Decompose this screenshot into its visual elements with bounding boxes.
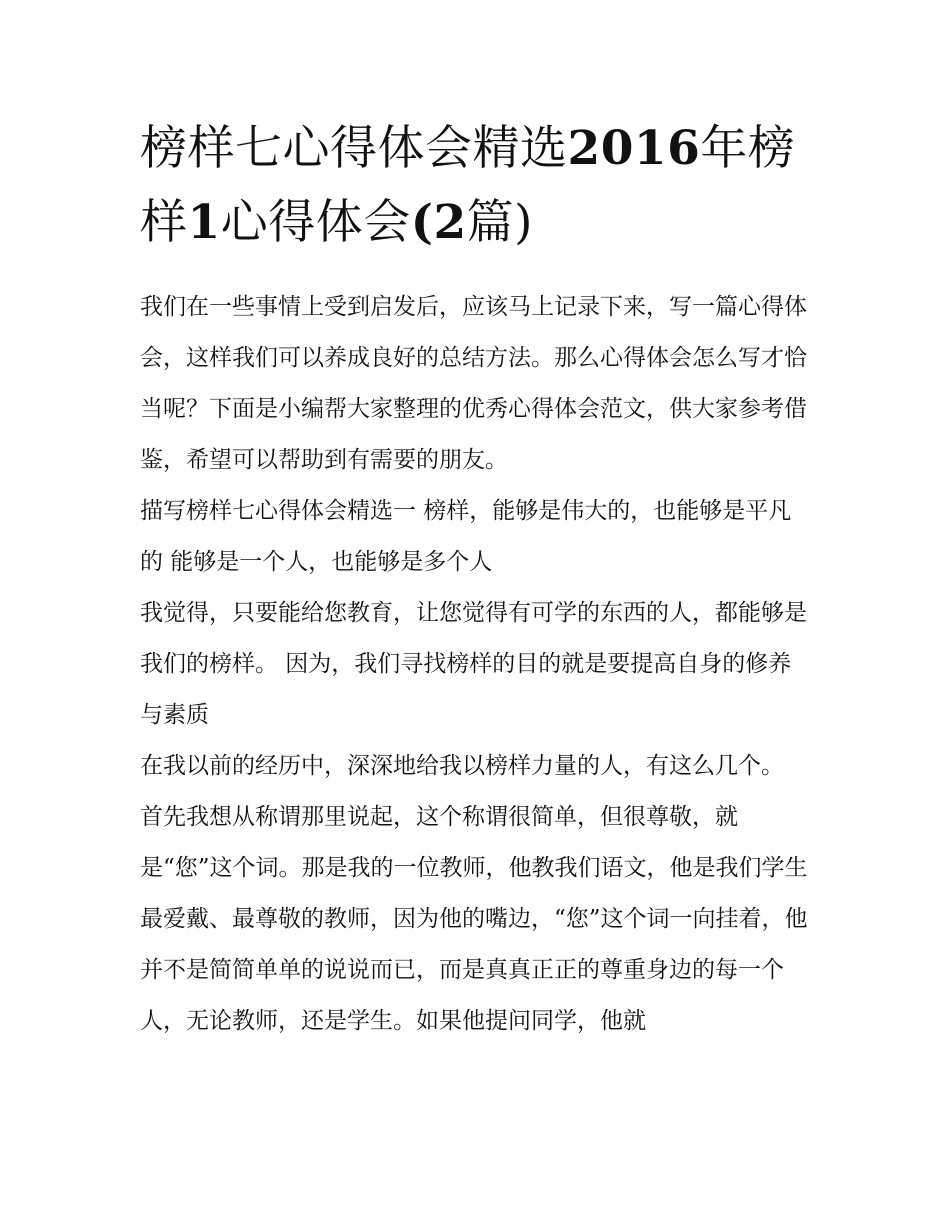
title-part: 篇) <box>466 195 533 250</box>
paragraph-purpose: 我觉得，只要能给您教育，让您觉得有可学的东西的人，都能够是我们的榜样。 因为，我们寻找榜样的目的就是要提高自身的修养与素质 <box>140 600 807 728</box>
document-body <box>140 282 812 1047</box>
paragraph-role-model: 描写榜样七心得体会精选一 榜样，能够是伟大的，也能够是平凡的 能够是一个人，也能够是多个人 <box>140 498 792 575</box>
title-part: 榜样七心得体会精选 <box>140 121 568 176</box>
paragraph-intro: 我们在一些事情上受到启发后，应该马上记录下来，写一篇心得体会，这样我们可以养成良好的总结方法。那么心得体会怎么写才恰当呢？下面是小编帮大家整理的优秀心得体会范文，供大家参考借鉴，希望可以帮助到有需要的朋友。 <box>140 294 807 473</box>
title-part: 年榜样 <box>140 121 796 250</box>
document-page <box>140 112 812 1047</box>
paragraph-teacher: 首先我想从称谓那里说起，这个称谓很简单，但很尊敬，就是“您”这个词。那是我的一位教师，他教我们语文，他是我们学生最爱戴、最尊敬的教师，因为他的嘴边，“您”这个词一向挂着，他并不是简简单单的说说而已，而是真真正正的尊重身边的每一个人，无论教师，还是学生。如果他提问同学，他就 <box>140 804 808 1034</box>
document-title <box>140 112 812 260</box>
title-part-year: 2016 <box>567 121 701 176</box>
title-part-count: (2 <box>410 195 467 250</box>
paragraph-experience: 在我以前的经历中，深深地给我以榜样力量的人，有这么几个。 <box>140 753 784 779</box>
title-part-number: 1 <box>187 195 221 250</box>
title-part: 心得体会 <box>220 195 411 250</box>
